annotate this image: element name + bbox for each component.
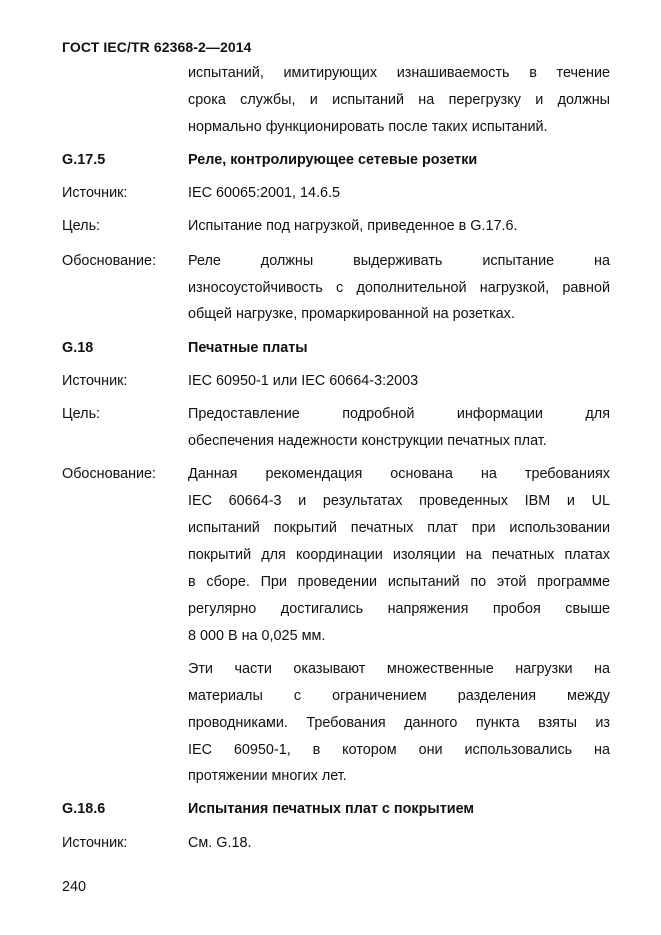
rationale-line: износоустойчивость с дополнительной нагрузкой, равной [188,280,610,296]
source-value: См. G.18. [188,835,252,851]
document-header: ГОСТ IEC/TR 62368-2—2014 [62,39,252,55]
purpose-label: Цель: [62,218,101,234]
section-number: G.17.5 [62,152,106,168]
source-value: IEC 60950-1 или IEC 60664-3:2003 [188,373,419,389]
rationale-line: покрытий для координации изоляции на печатных платах [188,547,610,563]
body-line: нормально функционировать после таких испытаний. [188,119,548,135]
rationale-label: Обоснование: [62,253,157,269]
section-title: Реле, контролирующее сетевые розетки [188,152,478,168]
section-number: G.18 [62,340,94,356]
rationale-line: испытаний покрытий печатных плат при использовании [188,520,610,536]
rationale-line: материалы с ограничением разделения между [188,688,610,704]
source-label: Источник: [62,835,128,851]
rationale-line: общей нагрузке, промаркированной на розетках. [188,306,515,322]
rationale-line: Реле должны выдерживать испытание на [188,253,610,269]
rationale-line: IEC 60664-3 и результатах проведенных IBM и UL [188,493,610,509]
rationale-line: регулярно достигались напряжения пробоя свыше [188,601,610,617]
purpose-value: Испытание под нагрузкой, приведенное в G.17.6. [188,218,518,234]
source-label: Источник: [62,185,128,201]
rationale-line: проводниками. Требования данного пункта взяты из [188,715,610,731]
section-title: Печатные платы [188,340,308,356]
rationale-line: Эти части оказывают множественные нагрузки на [188,661,610,677]
page-number: 240 [62,879,87,895]
source-value: IEC 60065:2001, 14.6.5 [188,185,341,201]
purpose-label: Цель: [62,406,101,422]
section-number: G.18.6 [62,801,106,817]
rationale-line: IEC 60950-1, в котором они использовались на [188,742,610,758]
source-label: Источник: [62,373,128,389]
purpose-line: обеспечения надежности конструкции печатных плат. [188,433,547,449]
body-line: испытаний, имитирующих изнашиваемость в течение [188,65,610,81]
rationale-line: в сборе. При проведении испытаний по этой программе [188,574,610,590]
rationale-line: протяжении многих лет. [188,768,347,784]
rationale-line: Данная рекомендация основана на требованиях [188,466,610,482]
section-title: Испытания печатных плат с покрытием [188,801,475,817]
body-line: срока службы, и испытаний на перегрузку и должны [188,92,610,108]
rationale-line: 8 000 В на 0,025 мм. [188,628,326,644]
purpose-line: Предоставление подробной информации для [188,406,610,422]
rationale-label: Обоснование: [62,466,157,482]
